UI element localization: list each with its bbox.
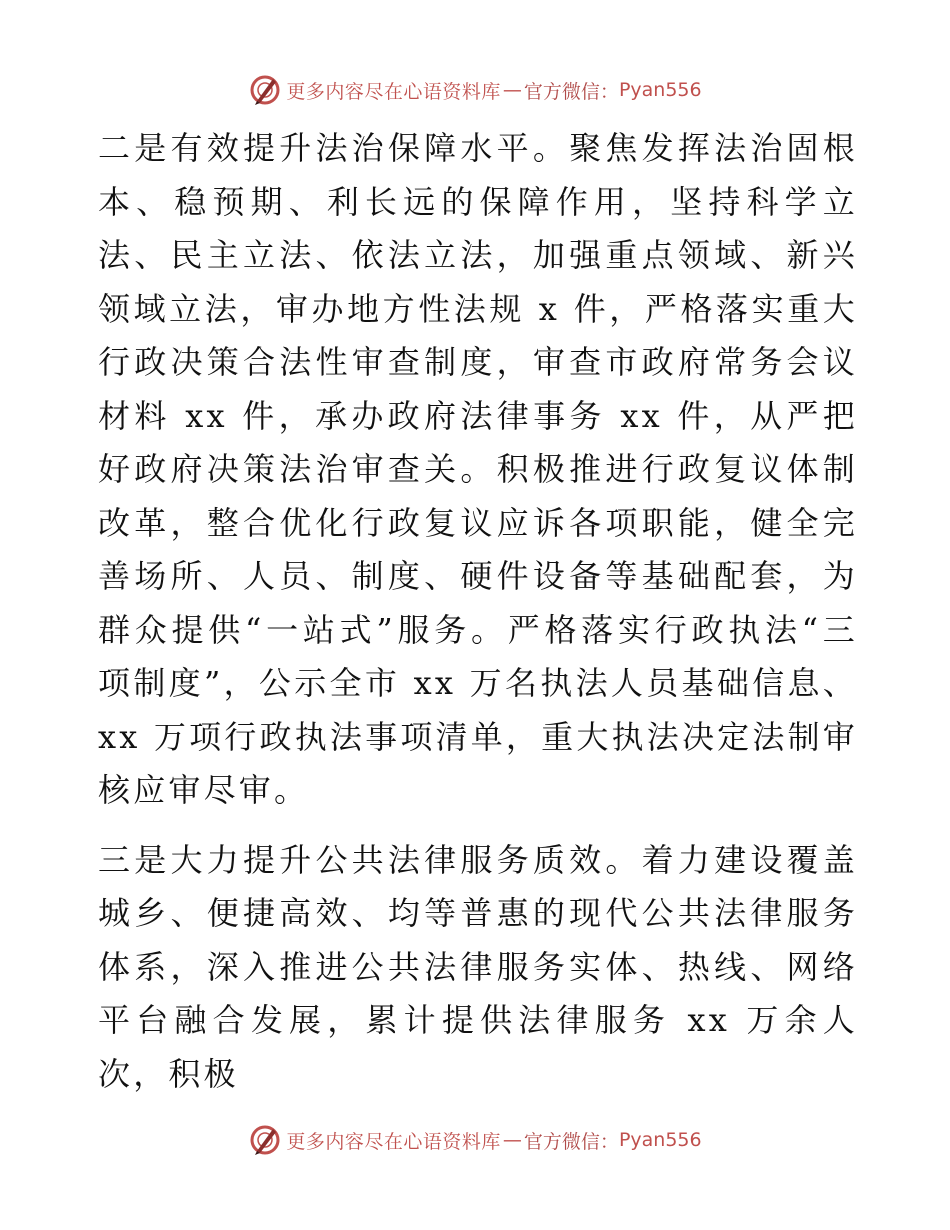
seal-pen-icon bbox=[248, 73, 282, 107]
watermark-dash: — bbox=[502, 1129, 522, 1151]
watermark-dash: — bbox=[502, 79, 522, 101]
watermark-wechat-id: Pyan556 bbox=[618, 79, 702, 101]
footer-watermark bbox=[0, 1122, 950, 1158]
paragraph-three: 三是大力提升公共法律服务质效。着力建设覆盖城乡、便捷高效、均等普惠的现代公共法律服务体系，深入推进公共法律服务实体、热线、网络平台融合发展，累计提供法律服务 xx 万余人次，积极 bbox=[98, 840, 858, 1093]
watermark-wechat-label: 官方微信： bbox=[523, 80, 619, 103]
seal-pen-icon bbox=[248, 1123, 282, 1157]
watermark-wechat-id: Pyan556 bbox=[618, 1129, 702, 1151]
document-body bbox=[98, 122, 858, 1101]
watermark-site-text: 更多内容尽在心语资料库 bbox=[286, 1130, 501, 1153]
watermark-site-text: 更多内容尽在心语资料库 bbox=[286, 80, 501, 103]
header-watermark bbox=[0, 72, 950, 108]
watermark-wechat-label: 官方微信： bbox=[523, 1130, 619, 1153]
paragraph-two: 二是有效提升法治保障水平。聚焦发挥法治固根本、稳预期、利长远的保障作用，坚持科学立法、民主立法、依法立法，加强重点领域、新兴领域立法，审办地方性法规 x 件，严格落实重大行政决策合法性审查制度，审查市政府常务会议材料 xx 件，承办政府法律事务 xx 件，从严把好政府决策法治审查关。积极推进行政复议体制改革，整合优化行政复议应诉各项职能，健全完善场所、人员、制度、硬件设备等基础配套，为群众提供“一站式”服务。严格落实行政执法“三项制度”，公示全市 xx 万名执法人员基础信息、xx 万项行政执法事项清单，重大执法决定法制审核应审尽审。 bbox=[98, 129, 858, 809]
